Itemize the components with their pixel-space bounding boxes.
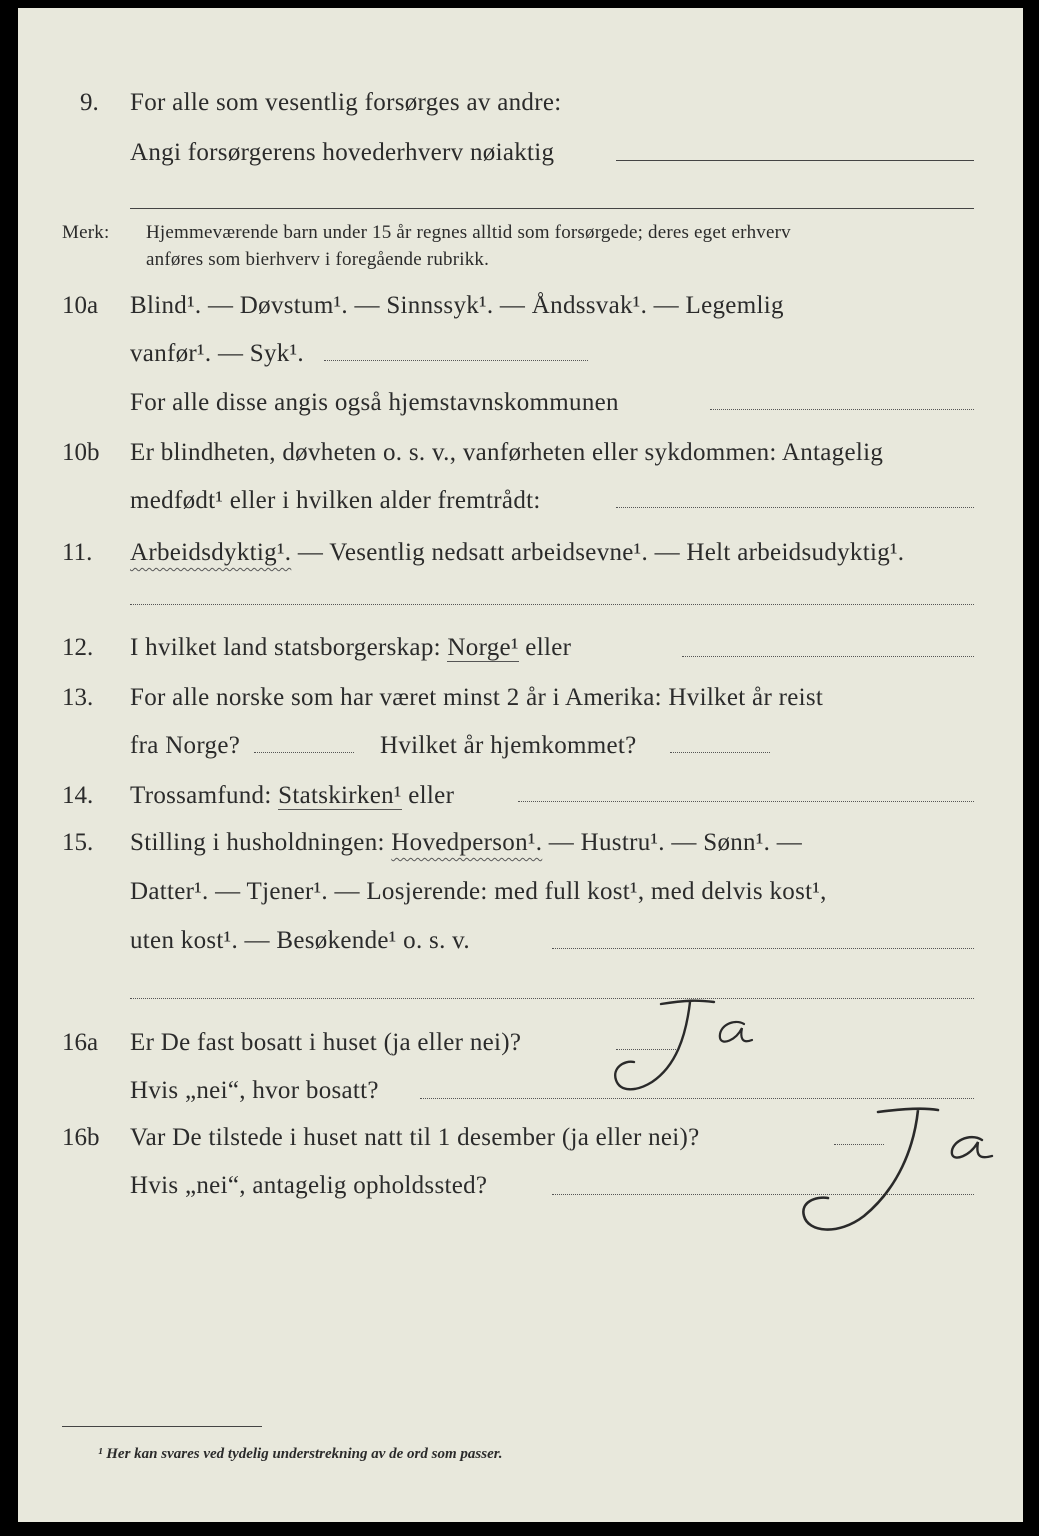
- q10a-number: 10a: [62, 292, 99, 319]
- q14-pre: Trossamfund:: [130, 782, 279, 809]
- q11-number: 11.: [62, 539, 93, 566]
- merk-label: Merk:: [62, 222, 110, 243]
- q12-line: [130, 633, 571, 663]
- q10b-line1: Er blindheten, døvheten o. s. v., vanførheten eller sykdommen: Antagelig: [130, 439, 884, 466]
- q11-line: [130, 538, 904, 568]
- merk-line2: anføres som bierhverv i foregående rubrikk.: [146, 249, 490, 270]
- q13-line2a: fra Norge?: [130, 732, 241, 759]
- q12-pre: I hvilket land statsborgerskap:: [130, 634, 448, 661]
- q16b-line1: Var De tilstede i huset natt til 1 desember (ja eller nei)?: [130, 1124, 700, 1151]
- q16b-line2: Hvis „nei“, antagelig opholdssted?: [130, 1172, 488, 1199]
- q13-reist-line: [254, 752, 354, 753]
- q13-line1: For alle norske som har været minst 2 år i Amerika: Hvilket år reist: [130, 684, 824, 711]
- q14-number: 14.: [62, 782, 94, 809]
- q13-line2b: Hvilket år hjemkommet?: [380, 732, 637, 759]
- q10b-line2: medfødt¹ eller i hvilken alder fremtrådt:: [130, 487, 541, 514]
- q14-line: [130, 781, 454, 811]
- footnote-rule: [62, 1426, 262, 1427]
- q16b-handwritten-answer: [778, 1098, 1008, 1238]
- q15-post: — Hustru¹. — Sønn¹. —: [542, 829, 803, 856]
- q10a-hjemstavn-line: [710, 409, 974, 410]
- q15-option-underlined: Hovedperson¹.: [391, 829, 543, 856]
- q15-line3: uten kost¹. — Besøkende¹ o. s. v.: [130, 927, 470, 954]
- footnote: ¹ Her kan svares ved tydelig understrekning av de ord som passer.: [98, 1446, 503, 1462]
- q10b-number: 10b: [62, 439, 100, 466]
- q15-answer-line: [552, 948, 974, 949]
- q14-answer-line: [518, 801, 974, 802]
- q10a-line1: Blind¹. — Døvstum¹. — Sinnssyk¹. — Åndssvak¹. — Legemlig: [130, 292, 784, 319]
- q16a-line1: Er De fast bosatt i huset (ja eller nei)?: [130, 1029, 522, 1056]
- q16a-number: 16a: [62, 1029, 99, 1056]
- q15-line2: Datter¹. — Tjener¹. — Losjerende: med full kost¹, med delvis kost¹,: [130, 878, 827, 905]
- q15-pre: Stilling i husholdningen:: [130, 829, 392, 856]
- q16a-line2: Hvis „nei“, hvor bosatt?: [130, 1077, 379, 1104]
- q15-extra-line: [130, 998, 974, 999]
- q15-number: 15.: [62, 829, 94, 856]
- q13-hjemkommet-line: [670, 752, 770, 753]
- q13-number: 13.: [62, 684, 94, 711]
- q12-number: 12.: [62, 634, 94, 661]
- q11-rest: — Vesentlig nedsatt arbeidsevne¹. — Helt arbeidsudyktig¹.: [291, 539, 905, 566]
- q16a-handwritten-answer: [606, 996, 766, 1096]
- q9-line1: For alle som vesentlig forsørges av andre:: [130, 89, 562, 116]
- q10a-line2: vanfør¹. — Syk¹.: [130, 340, 304, 367]
- q12-answer-line: [682, 656, 974, 657]
- q14-option-underlined: Statskirken¹: [278, 782, 402, 809]
- q11-extra-line: [130, 604, 974, 605]
- q15-line1: [130, 828, 802, 858]
- q12-post: eller: [518, 634, 572, 661]
- q10a-line3: For alle disse angis også hjemstavnskommunen: [130, 389, 619, 416]
- q9-extra-line: [130, 208, 974, 209]
- q16b-number: 16b: [62, 1124, 100, 1151]
- q10a-answer-line: [324, 360, 588, 361]
- q14-post: eller: [401, 782, 455, 809]
- q9-number: 9.: [80, 89, 99, 116]
- q12-option-underlined: Norge¹: [447, 634, 519, 661]
- q11-option-underlined: Arbeidsdyktig¹.: [130, 539, 292, 566]
- census-form-page: [18, 8, 1023, 1522]
- merk-line1: Hjemmeværende barn under 15 år regnes alltid som forsørgede; deres eget erhverv: [146, 222, 791, 243]
- q9-answer-line: [616, 160, 974, 161]
- q10b-answer-line: [616, 507, 974, 508]
- q9-line2: Angi forsørgerens hovederhverv nøiaktig: [130, 139, 555, 166]
